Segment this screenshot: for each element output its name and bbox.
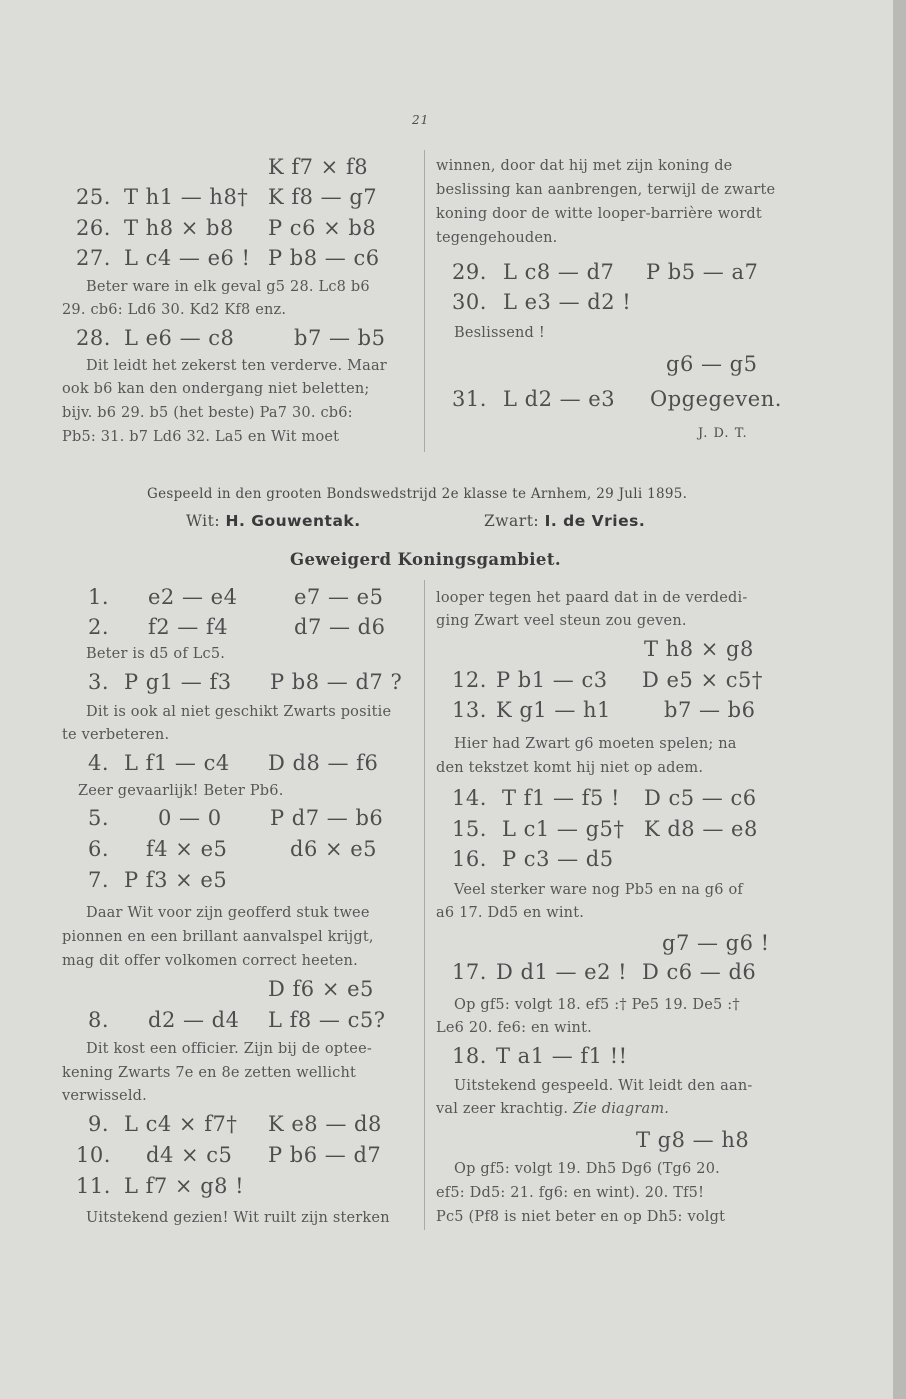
move-18-number: 18. [452,1044,487,1068]
move-31-white: L d2 — e3 [503,387,616,411]
move-8-black: L f8 — c5? [268,1008,386,1032]
note-11-line-2: looper tegen het paard dat in de verdedi- [436,590,748,606]
move-13-number: 13. [452,698,487,722]
column-divider-bottom [424,580,425,1230]
column-divider-top [424,150,425,452]
move-26-white: T h8 × b8 [124,216,234,240]
note-28-cont-line-4: tegengehouden. [436,230,558,246]
move-10-black: P b6 — d7 [268,1143,382,1167]
note-19-line-2: ef5: Dd5: 21. fg6: en wint). 20. Tf5! [436,1185,705,1201]
note-19-line-3: Pc5 (Pf8 is niet beter en op Dh5: volgt [436,1209,726,1225]
note-8-line-3: verwisseld. [62,1088,147,1104]
move-14-white: T f1 — f5 ! [502,786,620,810]
move-15-number: 15. [452,817,487,841]
white-player: H. Gouwentak. [225,512,361,530]
move-11-number: 11. [76,1174,111,1198]
move-15-white: L c1 — g5† [502,817,625,841]
move-29-white: L c8 — d7 [503,260,615,284]
note-27-line-2: 29. cb6: Ld6 30. Kd2 Kf8 enz. [62,302,287,318]
note-8-line-1: Dit kost een officier. Zijn bij de optee- [86,1041,372,1057]
move-6-number: 6. [88,837,110,861]
game-header: Gespeeld in den grooten Bondswedstrijd 2e klasse te Arnhem, 29 Juli 1895. [147,486,688,502]
note-4: Zeer gevaarlijk! Beter Pb6. [78,783,284,799]
black-label: Zwart: [484,512,540,530]
note-7-line-1: Daar Wit voor zijn geofferd stuk twee [86,905,370,921]
move-8-number: 8. [88,1008,110,1032]
move-25-black: K f8 — g7 [268,185,378,209]
move-1-black: e7 — e5 [294,585,384,609]
move-27-black: P b8 — c6 [268,246,380,270]
note-11-line-3: ging Zwart veel steun zou geven. [436,613,687,629]
move-15-black: K d8 — e8 [644,817,758,841]
move-17-white: D d1 — e2 ! [496,960,628,984]
move-30-number: 30. [452,290,487,314]
move-9-black: K e8 — d8 [268,1112,382,1136]
note-28-line-4: Pb5: 31. b7 Ld6 32. La5 en Wit moet [62,429,340,445]
move-11-white: L f7 × g8 ! [124,1174,245,1198]
note-28-line-3: bijv. b6 29. b5 (het beste) Pa7 30. cb6: [62,405,353,421]
move-9-white: L c4 × f7† [124,1112,238,1136]
note-17-line-1: Op gf5: volgt 18. ef5 :† Pe5 19. De5 :† [454,997,740,1013]
note-3-line-2: te verbeteren. [62,727,170,743]
move-6-white: f4 × e5 [146,837,228,861]
note-17-line-2: Le6 20. fe6: en wint. [436,1020,592,1036]
move-3-number: 3. [88,670,110,694]
move-7-white: P f3 × e5 [124,868,228,892]
move-26-number: 26. [76,216,111,240]
move-18-black: T g8 — h8 [636,1128,750,1152]
move-2-black: d7 — d6 [294,615,386,639]
move-16-number: 16. [452,847,487,871]
move-6-black: d6 × e5 [290,837,378,861]
move-31-black: Opgegeven. [650,387,782,411]
move-27-white: L c4 — e6 ! [124,246,251,270]
move-25-white: T h1 — h8† [124,185,249,209]
note-28-cont-line-1: winnen, door dat hij met zijn koning de [436,158,733,174]
white-player-line [186,512,361,530]
note-18-line-2 [436,1101,669,1117]
move-5-number: 5. [88,806,110,830]
note-11-line-1: Uitstekend gezien! Wit ruilt zijn sterken [86,1210,390,1226]
move-27-number: 27. [76,246,111,270]
note-18-text: val zeer krachtig. [436,1101,569,1117]
move-31-number: 31. [452,387,487,411]
note-18-line-1: Uitstekend gespeeld. Wit leidt den aan- [454,1078,753,1094]
move-12-number: 12. [452,668,487,692]
move-17-number: 17. [452,960,487,984]
move-4-number: 4. [88,751,110,775]
move-10-number: 10. [76,1143,111,1167]
move-28-white: L e6 — c8 [124,326,235,350]
white-label: Wit: [186,512,221,530]
signature: J. D. T. [698,426,748,441]
move-12-white: P b1 — c3 [496,668,608,692]
move-3-white: P g1 — f3 [124,670,232,694]
note-28-cont-line-2: beslissing kan aanbrengen, terwijl de zwarte [436,182,776,198]
move-29-number: 29. [452,260,487,284]
move-28-number: 28. [76,326,111,350]
note-7-line-2: pionnen en een brillant aanvalspel krijgt, [62,929,374,945]
note-27-line-1: Beter ware in elk geval g5 28. Lc8 b6 [86,279,370,295]
move-10-white: d4 × c5 [146,1143,233,1167]
page-number: 21 [412,113,430,127]
move-13-white: K g1 — h1 [496,698,611,722]
black-player: I. de Vries. [544,512,646,530]
move-2-number: 2. [88,615,110,639]
move-7-black: D f6 × e5 [268,977,374,1001]
note-19-line-1: Op gf5: volgt 19. Dh5 Dg6 (Tg6 20. [454,1161,720,1177]
note-28-cont-line-3: koning door de witte looper-barrière wordt [436,206,762,222]
move-28-black: b7 — b5 [294,326,386,350]
move-4-black: D d8 — f6 [268,751,379,775]
move-16-black: g7 — g6 ! [662,931,770,955]
move-30-black: g6 — g5 [666,352,758,376]
note-30: Beslissend ! [454,325,545,341]
note-2: Beter is d5 of Lc5. [86,646,226,662]
page-edge [893,0,906,1399]
move-14-black: D c5 — c6 [644,786,757,810]
black-player-line [484,512,645,530]
move-5-white: 0 — 0 [158,806,222,830]
move-17-black: D c6 — d6 [642,960,757,984]
move-2-white: f2 — f4 [148,615,229,639]
move-4-white: L f1 — c4 [124,751,230,775]
note-13-line-1: Hier had Zwart g6 moeten spelen; na [454,736,737,752]
move-9-number: 9. [88,1112,110,1136]
move-11-black: T h8 × g8 [644,637,754,661]
move-1-number: 1. [88,585,110,609]
opening-title: Geweigerd Koningsgambiet. [290,550,561,569]
diagram-reference: Zie diagram. [573,1101,670,1117]
move-12-black: D e5 × c5† [642,668,763,692]
note-8-line-2: kening Zwarts 7e en 8e zetten wellicht [62,1065,357,1081]
note-13-line-2: den tekstzet komt hij niet op adem. [436,760,704,776]
move-14-number: 14. [452,786,487,810]
move-30-white: L e3 — d2 ! [503,290,632,314]
move-25-number: 25. [76,185,111,209]
note-16-line-2: a6 17. Dd5 en wint. [436,905,585,921]
note-28-line-1: Dit leidt het zekerst ten verderve. Maar [86,358,387,374]
move-7-number: 7. [88,868,110,892]
note-16-line-1: Veel sterker ware nog Pb5 en na g6 of [454,882,743,898]
move-29-black: P b5 — a7 [646,260,759,284]
note-28-line-2: ook b6 kan den ondergang niet beletten; [62,381,370,397]
note-7-line-3: mag dit offer volkomen correct heeten. [62,953,358,969]
move-3-black: P b8 — d7 ? [270,670,403,694]
move-5-black: P d7 — b6 [270,806,384,830]
move-18-white: T a1 — f1 !! [496,1044,628,1068]
move-8-white: d2 — d4 [148,1008,240,1032]
move-26-black: P c6 × b8 [268,216,377,240]
move-13-black: b7 — b6 [664,698,756,722]
note-3-line-1: Dit is ook al niet geschikt Zwarts positie [86,704,392,720]
move-1-white: e2 — e4 [148,585,238,609]
move-16-white: P c3 — d5 [502,847,614,871]
move-24-black: K f7 × f8 [268,155,369,179]
